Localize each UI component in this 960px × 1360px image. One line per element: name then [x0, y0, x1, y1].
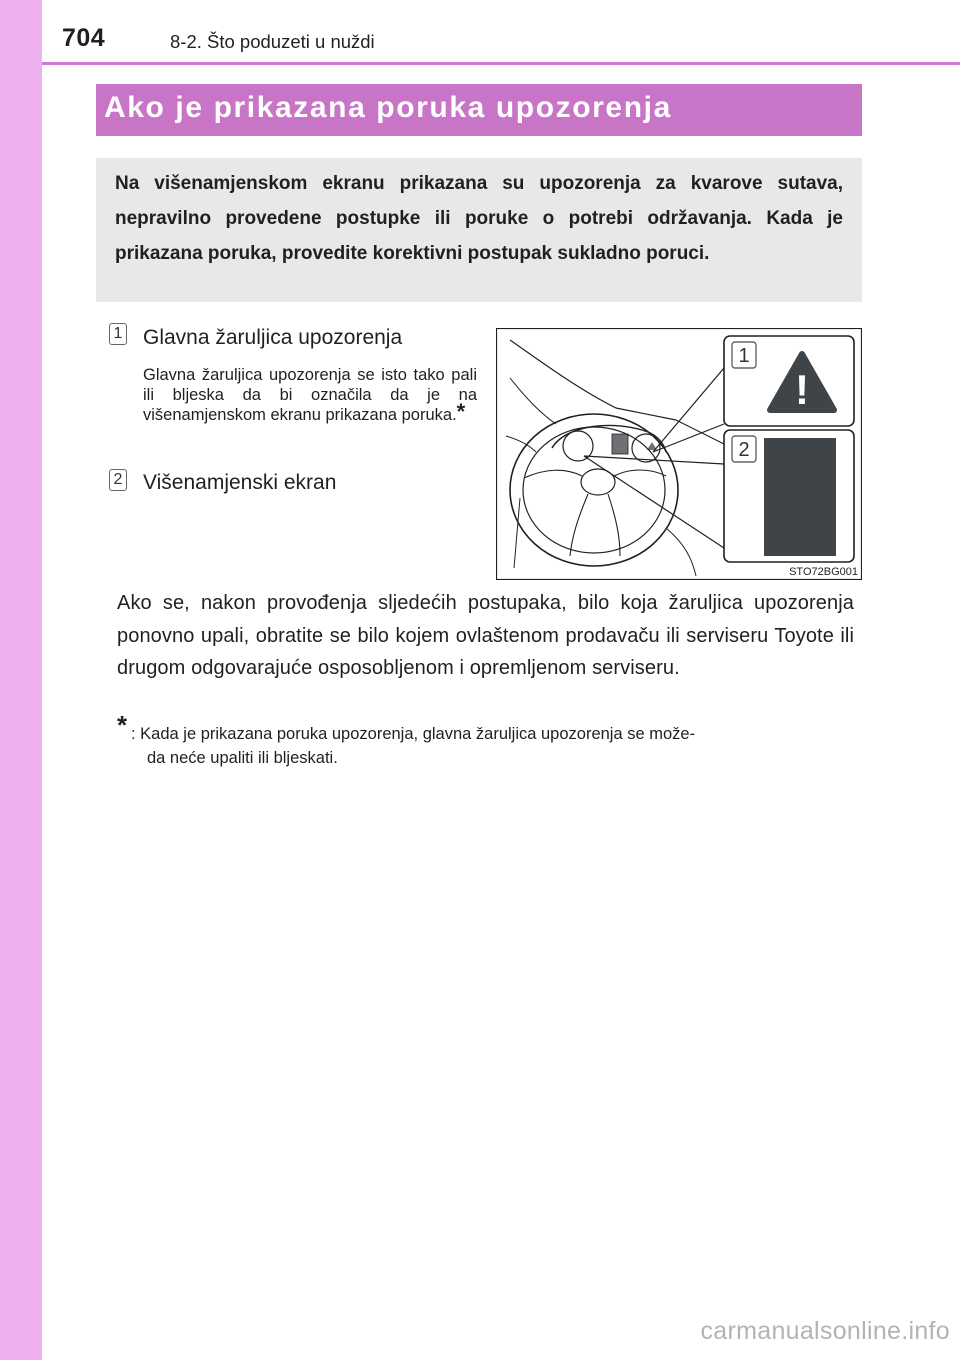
footnote-line-1: : Kada je prikazana poruka upozorenja, glavna žaruljica upozorenja se može-	[131, 725, 696, 743]
body-paragraph: Ako se, nakon provođenja sljedećih postupaka, bilo koja žaruljica upozorenja ponovno upali, obratite se bilo kojem ovlaštenom prodavaču ili serviseru Toyote ili drugom odgovarajuće osposobljenom i opremljenom serviseru.	[117, 592, 854, 679]
page-number: 704	[62, 24, 106, 52]
illustration-code: STO72BG001	[789, 566, 858, 578]
footnote-text	[131, 722, 857, 770]
item-2-number: 2	[109, 469, 127, 491]
heading-title: Ako je prikazana poruka upozorenja	[104, 91, 672, 124]
item-1-description-text: Glavna žaruljica upozorenja se isto tako pali ili bljeska da bi označila da je na višenamjenskom ekranu prikazana poruka.	[143, 366, 477, 424]
section-title: 8-2. Što poduzeti u nuždi	[170, 31, 375, 52]
header-rule	[42, 62, 960, 65]
intro-box	[96, 158, 862, 302]
item-2-title: Višenamjenski ekran	[143, 471, 337, 494]
multi-info-display	[764, 438, 836, 556]
footnote-mark: *	[456, 399, 466, 424]
heading-bar	[96, 84, 862, 136]
side-stripe	[0, 0, 42, 1360]
footnote-line-2: da neće upaliti ili bljeskati.	[147, 749, 338, 767]
dashboard-illustration	[496, 328, 862, 580]
item-1-description	[143, 365, 477, 425]
footnote-star: *	[117, 710, 128, 740]
watermark: carmanualsonline.info	[700, 1317, 950, 1345]
exclamation-icon: !	[795, 366, 809, 413]
item-1-number: 1	[109, 323, 127, 345]
illustration-callout-1: 1	[738, 345, 750, 367]
intro-text: Na višenamjenskom ekranu prikazana su upozorenja za kvarove sutava, nepravilno provedene postupke ili poruke o potrebi održavanja. Kada je prikazana poruka, provedite korektivni postupak sukladno poruci.	[115, 173, 843, 264]
illustration-callout-2: 2	[738, 439, 750, 461]
item-1-title: Glavna žaruljica upozorenja	[143, 326, 403, 349]
